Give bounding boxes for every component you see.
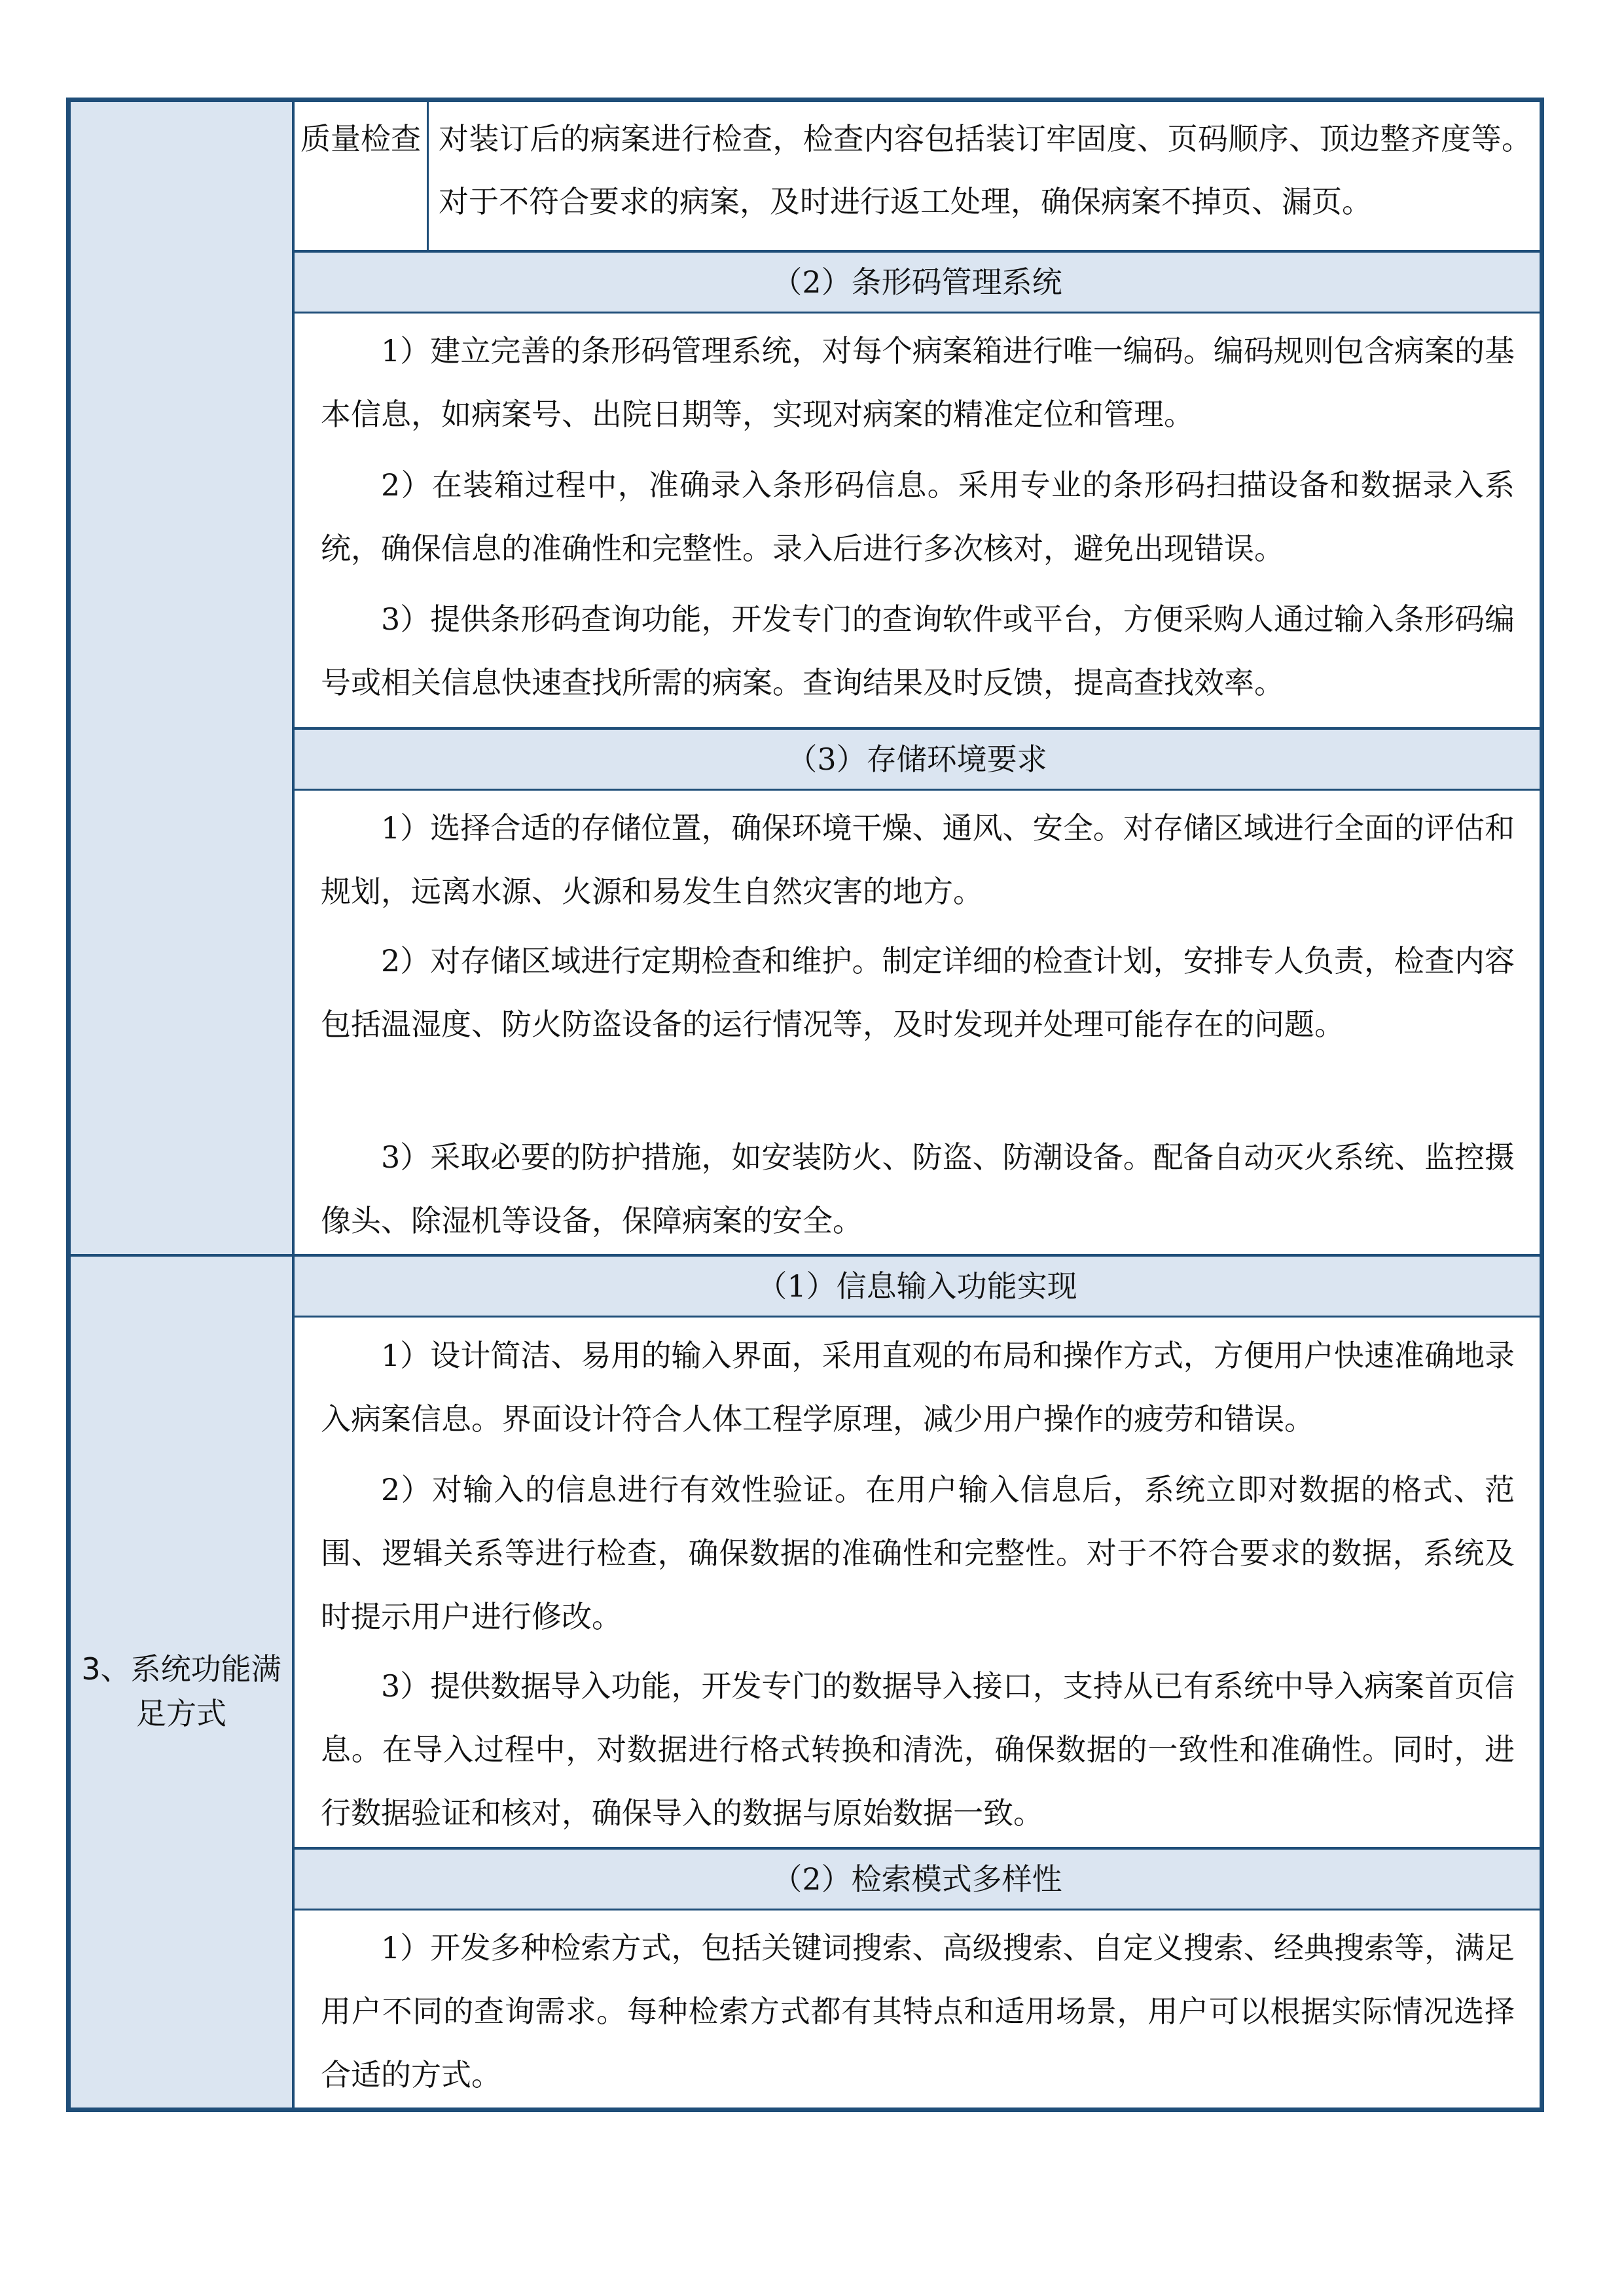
storage-paragraph-3: 3）采取必要的防护措施，如安装防火、防盗、防潮设备。配备自动灭火系统、监控摄像头、除湿机等设备，保障病案的安全。 (321, 1139, 1515, 1238)
barcode-paragraph-3: 3）提供条形码查询功能，开发专门的查询软件或平台，方便采购人通过输入条形码编号或相关信息快速查找所需的病案。查询结果及时反馈，提高查找效率。 (321, 601, 1515, 700)
quality-check-text: 对装订后的病案进行检查，检查内容包括装订牢固度、页码顺序、顶边整齐度等。对于不符合要求的病案，及时进行返工处理，确保病案不掉页、漏页。 (439, 121, 1532, 219)
barcode-paragraph-1: 1）建立完善的条形码管理系统，对每个病案箱进行唯一编码。编码规则包含病案的基本信息，如病案号、出院日期等，实现对病案的精准定位和管理。 (321, 333, 1515, 432)
left-label-column (71, 102, 295, 2108)
storage-paragraph-2: 2）对存储区域进行定期检查和维护。制定详细的检查计划，安排专人负责，检查内容包括温湿度、防火防盗设备的运行情况等，及时发现并处理可能存在的问题。 (321, 943, 1515, 1042)
quality-check-row (295, 102, 1540, 250)
storage-section-heading: （3）存储环境要求 (295, 727, 1540, 791)
row-label-section-3: 3、系统功能满足方式 (81, 1651, 281, 1731)
input-function-paragraph-2: 2）对输入的信息进行有效性验证。在用户输入信息后，系统立即对数据的格式、范围、逻辑关系等进行检查，确保数据的准确性和完整性。对于不符合要求的数据，系统及时提示用户进行修改。 (321, 1472, 1515, 1634)
input-function-paragraph-1: 1）设计简洁、易用的输入界面，采用直观的布局和操作方式，方便用户快速准确地录入病案信息。界面设计符合人体工程学原理，减少用户操作的疲劳和错误。 (321, 1338, 1515, 1437)
input-function-paragraph-3: 3）提供数据导入功能，开发专门的数据导入接口，支持从已有系统中导入病案首页信息。在导入过程中，对数据进行格式转换和清洗，确保数据的一致性和准确性。同时，进行数据验证和核对，确保导入的数据与原始数据一致。 (321, 1668, 1515, 1831)
search-modes-heading: （2）检索模式多样性 (295, 1847, 1540, 1910)
barcode-section-heading: （2）条形码管理系统 (295, 250, 1540, 314)
search-modes-paragraph-1: 1）开发多种检索方式，包括关键词搜索、高级搜索、自定义搜索、经典搜索等，满足用户不同的查询需求。每种检索方式都有其特点和适用场景，用户可以根据实际情况选择合适的方式。 (321, 1930, 1515, 2092)
content-table (66, 98, 1544, 2112)
input-function-heading: （1）信息输入功能实现 (295, 1254, 1540, 1318)
barcode-paragraph-2: 2）在装箱过程中，准确录入条形码信息。采用专业的条形码扫描设备和数据录入系统，确保信息的准确性和完整性。录入后进行多次核对，避免出现错误。 (321, 467, 1515, 566)
storage-paragraph-1: 1）选择合适的存储位置，确保环境干燥、通风、安全。对存储区域进行全面的评估和规划，远离水源、火源和易发生自然灾害的地方。 (321, 810, 1515, 909)
content-column (295, 102, 1540, 2108)
left-column-divider (71, 1254, 295, 1257)
quality-check-label: 质量检查 (295, 102, 429, 250)
